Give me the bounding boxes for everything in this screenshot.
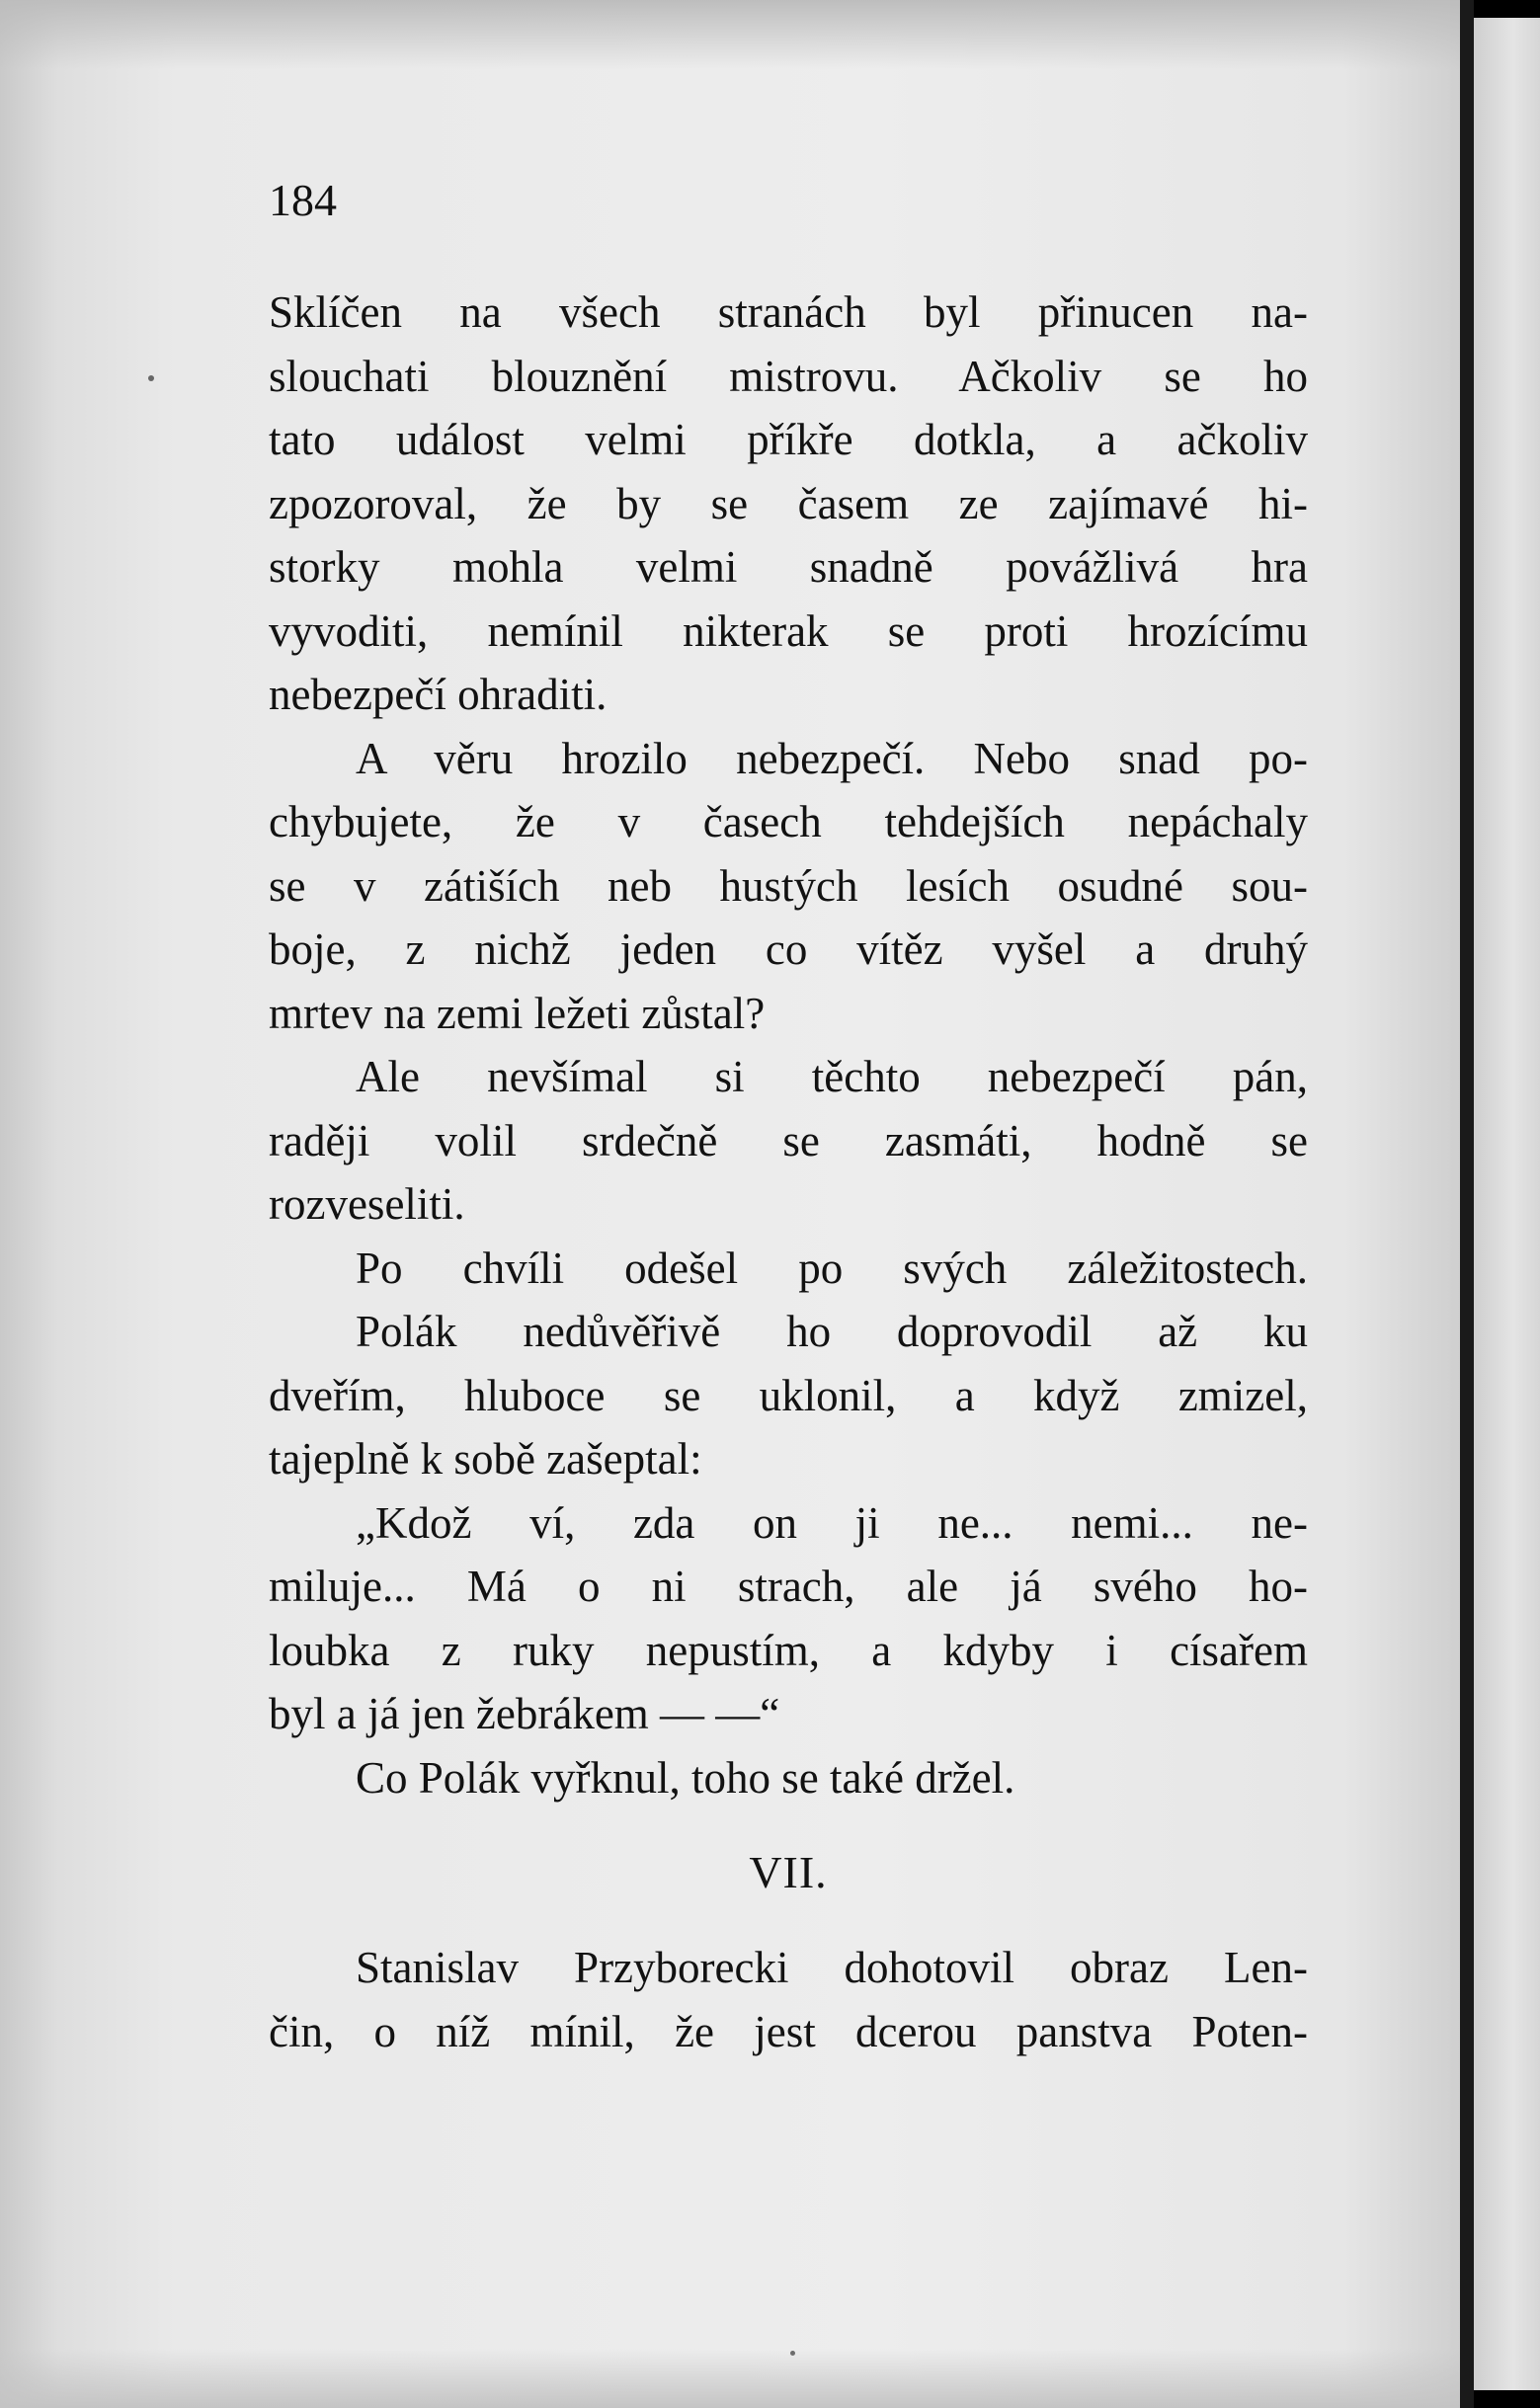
text-line: nebezpečí ohraditi. — [269, 670, 608, 719]
text-line: Po chvíli odešel po svých záležitostech. — [356, 1243, 1308, 1293]
text-line: byl a já jen žebrákem — —“ — [269, 1689, 780, 1738]
text-line: dveřím, hluboce se uklonil, a když zmizel, — [269, 1370, 1308, 1420]
paper-speck — [790, 2351, 795, 2356]
text-line: tato událost velmi příkře dotkla, a ačkoliv — [269, 415, 1308, 464]
text-line: mrtev na zemi ležeti zůstal? — [269, 988, 766, 1038]
chapter-heading: VII. — [749, 1847, 828, 1897]
paper-speck — [148, 375, 154, 381]
next-page-edge — [1474, 18, 1540, 2390]
text-line: raději volil srdečně se zasmáti, hodně se — [269, 1115, 1308, 1165]
text-line: loubka z ruky nepustím, a kdyby i císařem — [269, 1625, 1308, 1675]
text-line: Co Polák vyřknul, toho se také držel. — [356, 1752, 1015, 1803]
text-line: zpozoroval, že by se časem ze zajímavé hi- — [269, 478, 1308, 528]
text-line: se v zátiších neb hustých lesích osudné sou- — [269, 860, 1308, 911]
text-line: Stanislav Przyborecki dohotovil obraz Len- — [356, 1943, 1308, 1992]
page-gutter — [1460, 0, 1474, 2408]
text-line: čin, o níž mínil, že jest dcerou panstva Poten- — [269, 2006, 1308, 2056]
text-line: boje, z nichž jeden co vítěz vyšel a druhý — [269, 924, 1308, 974]
text-line: Ale nevšímal si těchto nebezpečí pán, — [356, 1052, 1308, 1101]
text-line: tajeplně k sobě zašeptal: — [269, 1434, 702, 1484]
text-line: A věru hrozilo nebezpečí. Nebo snad po- — [356, 733, 1308, 783]
text-line: storky mohla velmi snadně povážlivá hra — [269, 542, 1308, 592]
page-number: 184 — [269, 175, 337, 225]
text-line: chybujete, že v časech tehdejších nepáchaly — [269, 797, 1308, 846]
text-line: Polák nedůvěřivě ho doprovodil až ku — [356, 1307, 1308, 1356]
page-text — [269, 281, 1308, 2063]
text-line: slouchati blouznění mistrovu. Ačkoliv se ho — [269, 351, 1308, 401]
text-line: rozveseliti. — [269, 1179, 465, 1229]
text-line: vyvoditi, nemínil nikterak se proti hrozícímu — [269, 605, 1308, 656]
text-line: Sklíčen na všech stranách byl přinucen na- — [269, 287, 1308, 337]
text-line: miluje... Má o ni strach, ale já svého ho- — [269, 1562, 1308, 1611]
text-line: „Kdož ví, zda on ji ne... nemi... ne- — [356, 1497, 1308, 1548]
